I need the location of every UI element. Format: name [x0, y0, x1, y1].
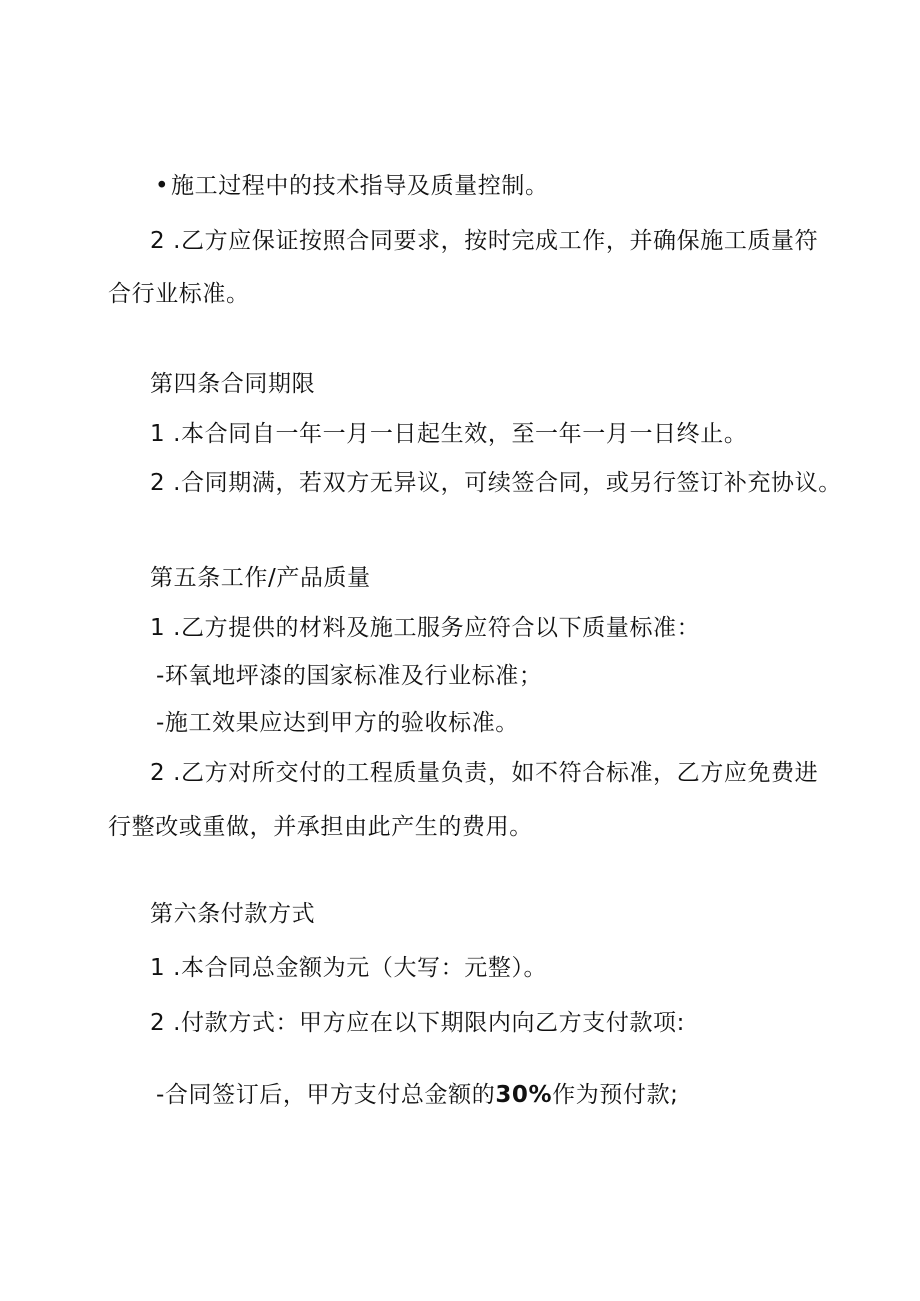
paragraph-line: 1 .本合同总金额为元（大写：元整）。	[150, 955, 548, 981]
paragraph-text: -合同签订后，甲方支付总金额的	[156, 1082, 496, 1108]
list-item: -施工效果应达到甲方的验收标准。	[156, 710, 519, 736]
paragraph-line: 1 .乙方提供的材料及施工服务应符合以下质量标准：	[150, 615, 701, 641]
paragraph-line: 1 .本合同自一年一月一日起生效，至一年一月一日终止。	[150, 421, 748, 447]
paragraph-line: 2 .合同期满，若双方无异议，可续签合同，或另行签订补充协议。	[150, 470, 842, 496]
bullet-icon: •	[155, 173, 170, 199]
section-heading: 第五条工作/产品质量	[150, 565, 371, 591]
paragraph-line: 行整改或重做，并承担由此产生的费用。	[108, 814, 533, 840]
section-heading: 第四条合同期限	[150, 371, 316, 397]
paragraph-text: 施工过程中的技术指导及质量控制。	[171, 173, 549, 199]
list-item: -环氧地坪漆的国家标准及行业标准；	[156, 663, 543, 689]
paragraph-text: 作为预付款;	[552, 1082, 679, 1108]
paragraph-line: 合行业标准。	[108, 281, 250, 307]
percentage-text: 30%	[495, 1082, 553, 1108]
paragraph-line: 2 .乙方对所交付的工程质量负责，如不符合标准，乙方应免费进	[150, 760, 819, 786]
paragraph-line: 2 .乙方应保证按照合同要求，按时完成工作，并确保施工质量符	[150, 228, 819, 254]
list-item	[156, 1080, 679, 1110]
section-heading: 第六条付款方式	[150, 901, 316, 927]
paragraph-line: 2 .付款方式：甲方应在以下期限内向乙方支付款项:	[150, 1010, 686, 1036]
bullet-line	[155, 171, 549, 201]
